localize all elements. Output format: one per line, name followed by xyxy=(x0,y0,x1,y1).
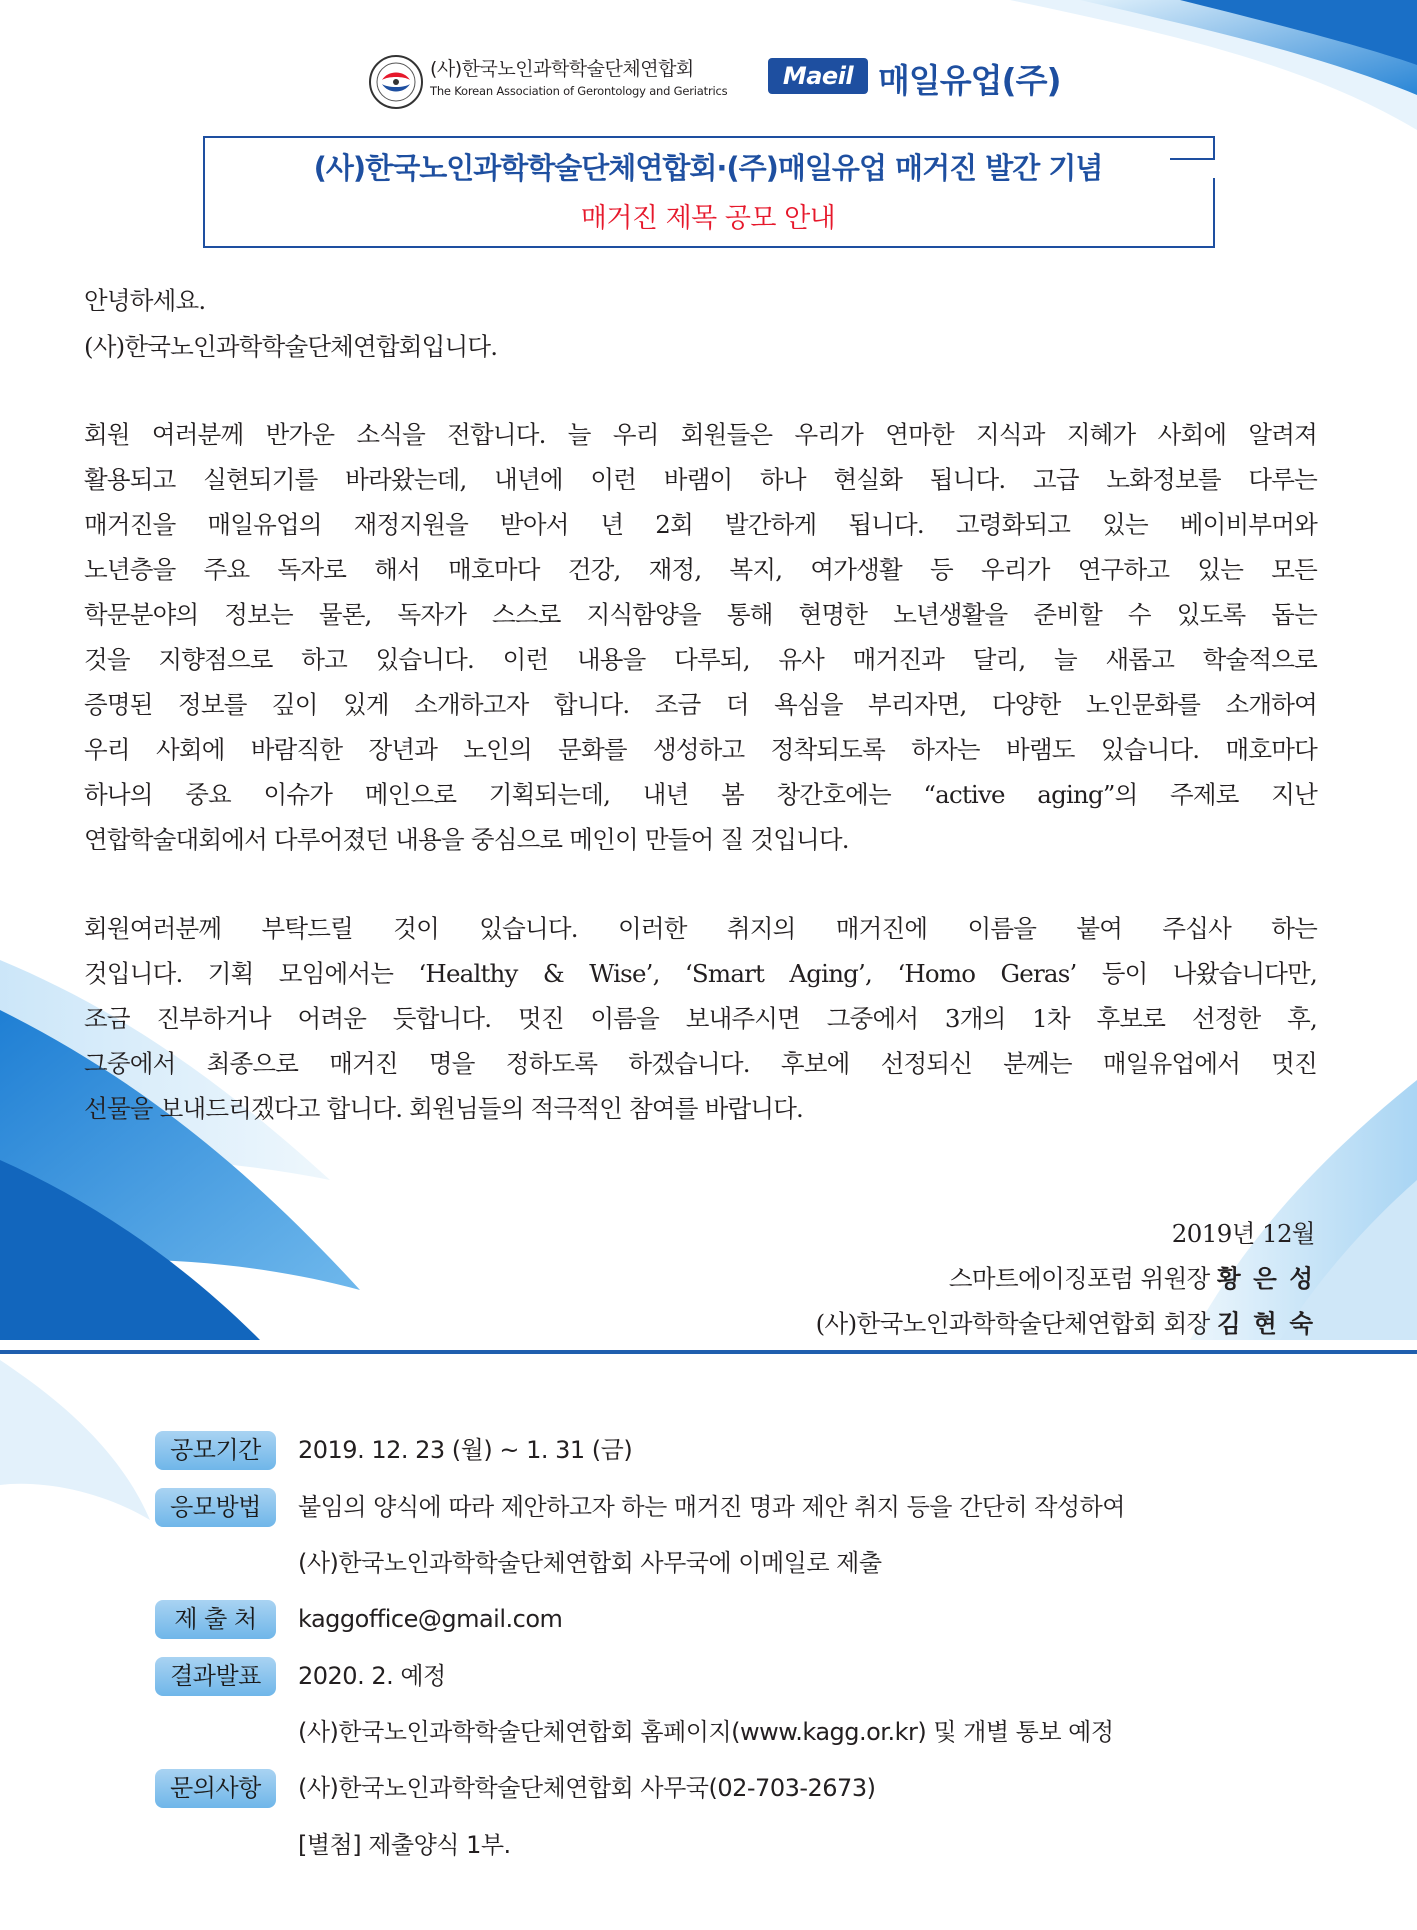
page-subtitle: 매거진 제목 공모 안내 xyxy=(580,203,836,234)
result-value: 2020. 2. 예정 xyxy=(298,1662,446,1690)
paragraph1-line: 증명된 정보를 깊이 있게 소개하고자 합니다. 조금 더 욕심을 부리자면, 다양한 노인문화를 소개하여 xyxy=(84,690,1317,719)
paragraph1-line: 것을 지향점으로 하고 있습니다. 이런 내용을 다루되, 유사 매거진과 달리, 늘 새롭고 학술적으로 xyxy=(84,645,1317,674)
period-label: 공모기간 xyxy=(155,1431,276,1470)
paragraph2-line: 그중에서 최종으로 매거진 명을 정하도록 하겠습니다. 후보에 선정되신 분께는 매일유업에서 멋진 xyxy=(84,1049,1317,1078)
paragraph1-line: 연합학술대회에서 다루어졌던 내용을 중심으로 메인이 만들어 질 것입니다. xyxy=(84,825,849,854)
paragraph2-line: 것입니다. 기획 모임에서는 ‘Healthy & Wise’, ‘Smart Aging’, ‘Homo Geras’ 등이 나왔습니다만, xyxy=(84,959,1317,988)
paragraph2-line: 회원여러분께 부탁드릴 것이 있습니다. 이러한 취지의 매거진에 이름을 붙여 주십사 하는 xyxy=(84,914,1317,943)
inquiry-value: (사)한국노인과학학술단체연합회 사무국(02-703-2673) xyxy=(298,1774,876,1802)
paragraph1-line: 매거진을 매일유업의 재정지원을 받아서 년 2회 발간하게 됩니다. 고령화되고 있는 베이비부머와 xyxy=(84,510,1317,539)
paragraph1-line: 활용되고 실현되기를 바라왔는데, 내년에 이런 바램이 하나 현실화 됩니다. 고급 노화정보를 다루는 xyxy=(84,465,1317,494)
title-box-right-border-upper xyxy=(1213,136,1215,158)
greeting-line: 안녕하세요. xyxy=(84,286,206,315)
signature-name-1: 황 은 성 xyxy=(1216,1264,1315,1293)
period-value: 2019. 12. 23 (월) ~ 1. 31 (금) xyxy=(298,1436,633,1464)
signature-title-2: (사)한국노인과학학술단체연합회 회장 xyxy=(815,1309,1217,1338)
page-title: (사)한국노인과학학술단체연합회·(주)매일유업 매거진 발간 기념 xyxy=(313,151,1103,185)
attachment-note: [별첨] 제출양식 1부. xyxy=(298,1831,511,1859)
maeil-logo-badge: Maeil xyxy=(768,58,868,94)
title-box-top-border xyxy=(203,136,1215,138)
signature-title-1: 스마트에이징포럼 위원장 xyxy=(948,1264,1217,1293)
maeil-company-name: 매일유업(주) xyxy=(878,61,1061,100)
paragraph2-line: 조금 진부하거나 어려운 듯합니다. 멋진 이름을 보내주시면 그중에서 3개의 1차 후보로 선정한 후, xyxy=(84,1004,1317,1033)
org-name-en: The Korean Association of Gerontology and Geriatrics xyxy=(430,84,728,98)
org-name-kr: (사)한국노인과학학술단체연합회 xyxy=(430,58,694,80)
method-value-continued: (사)한국노인과학학술단체연합회 사무국에 이메일로 제출 xyxy=(298,1549,882,1577)
method-label: 응모방법 xyxy=(155,1488,276,1527)
association-seal-icon xyxy=(368,54,424,110)
inquiry-label: 문의사항 xyxy=(155,1769,276,1808)
greeting-line: (사)한국노인과학학술단체연합회입니다. xyxy=(84,332,498,361)
section-divider xyxy=(0,1350,1417,1354)
signature-date: 2019년 12월 xyxy=(1171,1219,1315,1248)
signature-name-2: 김 현 숙 xyxy=(1216,1309,1315,1338)
title-box-right-border-lower xyxy=(1213,178,1215,248)
signature-line-2 xyxy=(816,1305,1315,1340)
submit-label: 제 출 처 xyxy=(155,1600,276,1639)
result-label: 결과발표 xyxy=(155,1657,276,1696)
result-value-continued: (사)한국노인과학학술단체연합회 홈페이지(www.kagg.or.kr) 및 개별 통보 예정 xyxy=(298,1718,1114,1746)
paragraph2-line: 선물을 보내드리겠다고 합니다. 회원님들의 적극적인 참여를 바랍니다. xyxy=(84,1094,804,1123)
submit-email: kaggoffice@gmail.com xyxy=(298,1605,563,1633)
signature-line-1 xyxy=(949,1260,1315,1295)
method-value: 붙임의 양식에 따라 제안하고자 하는 매거진 명과 제안 취지 등을 간단히 작성하여 xyxy=(298,1493,1125,1521)
paragraph1-line: 노년층을 주요 독자로 해서 매호마다 건강, 재정, 복지, 여가생활 등 우리가 연구하고 있는 모든 xyxy=(84,555,1317,584)
paragraph1-line: 회원 여러분께 반가운 소식을 전합니다. 늘 우리 회원들은 우리가 연마한 지식과 지혜가 사회에 알려져 xyxy=(84,420,1317,449)
paragraph1-line: 우리 사회에 바람직한 장년과 노인의 문화를 생성하고 정착되도록 하자는 바램도 있습니다. 매호마다 xyxy=(84,735,1317,764)
paragraph1-line: 학문분야의 정보는 물론, 독자가 스스로 지식함양을 통해 현명한 노년생활을 준비할 수 있도록 돕는 xyxy=(84,600,1317,629)
paragraph1-line: 하나의 중요 이슈가 메인으로 기획되는데, 내년 봄 창간호에는 “active aging”의 주제로 지난 xyxy=(84,780,1317,809)
